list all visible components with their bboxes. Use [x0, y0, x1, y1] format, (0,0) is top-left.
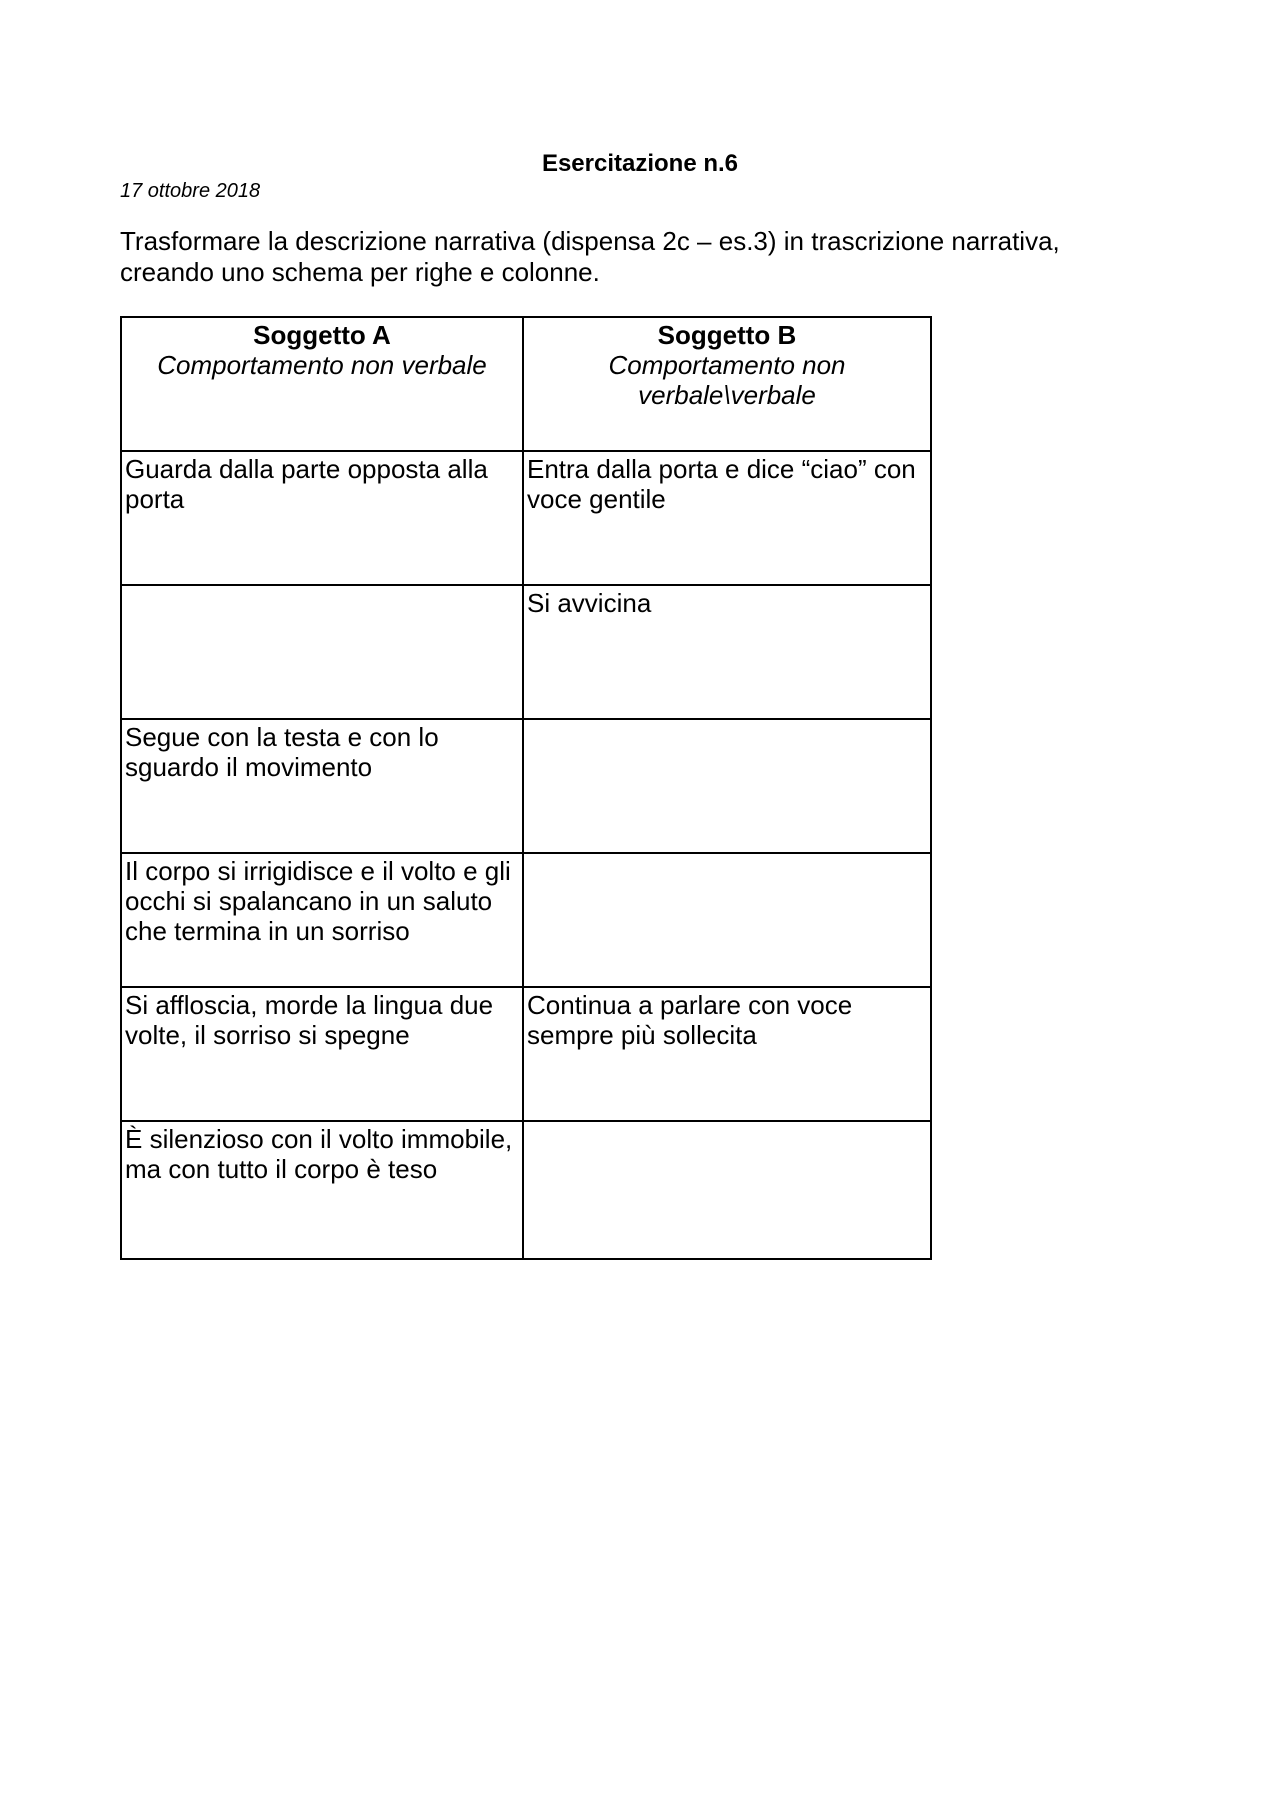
table-row — [121, 853, 931, 987]
cell-subject-a: Si affloscia, morde la lingua due volte, il sorriso si spegne — [121, 987, 523, 1121]
header-subject-a — [121, 317, 523, 451]
cell-subject-b — [523, 1121, 931, 1259]
cell-subject-b: Si avvicina — [523, 585, 931, 719]
table-row — [121, 451, 931, 585]
header-subject-a-subtitle: Comportamento non verbale — [157, 350, 487, 380]
header-subject-b — [523, 317, 931, 451]
table-row — [121, 987, 931, 1121]
cell-subject-a: Guarda dalla parte opposta alla porta — [121, 451, 523, 585]
header-subject-a-title: Soggetto A — [253, 320, 391, 350]
cell-subject-b: Continua a parlare con voce sempre più sollecita — [523, 987, 931, 1121]
cell-subject-a — [121, 585, 523, 719]
cell-subject-a: È silenzioso con il volto immobile, ma con tutto il corpo è teso — [121, 1121, 523, 1259]
table-row — [121, 1121, 931, 1259]
document-date: 17 ottobre 2018 — [120, 180, 261, 202]
table-row — [121, 719, 931, 853]
table-row — [121, 585, 931, 719]
table-header-row — [121, 317, 931, 451]
instructions-text: Trasformare la descrizione narrativa (dispensa 2c – es.3) in trascrizione narrativa, creando uno schema per righe e colonne. — [120, 226, 1060, 287]
header-subject-b-title: Soggetto B — [657, 320, 797, 350]
cell-subject-b — [523, 719, 931, 853]
header-subject-b-subtitle: Comportamento non verbale\verbale — [608, 350, 846, 410]
cell-subject-b — [523, 853, 931, 987]
cell-subject-a: Segue con la testa e con lo sguardo il movimento — [121, 719, 523, 853]
cell-subject-a: Il corpo si irrigidisce e il volto e gli occhi si spalancano in un saluto che termina in un sorriso — [121, 853, 523, 987]
cell-subject-b: Entra dalla porta e dice “ciao” con voce gentile — [523, 451, 931, 585]
page-title: Esercitazione n.6 — [541, 150, 739, 177]
transcription-table — [120, 316, 932, 1260]
